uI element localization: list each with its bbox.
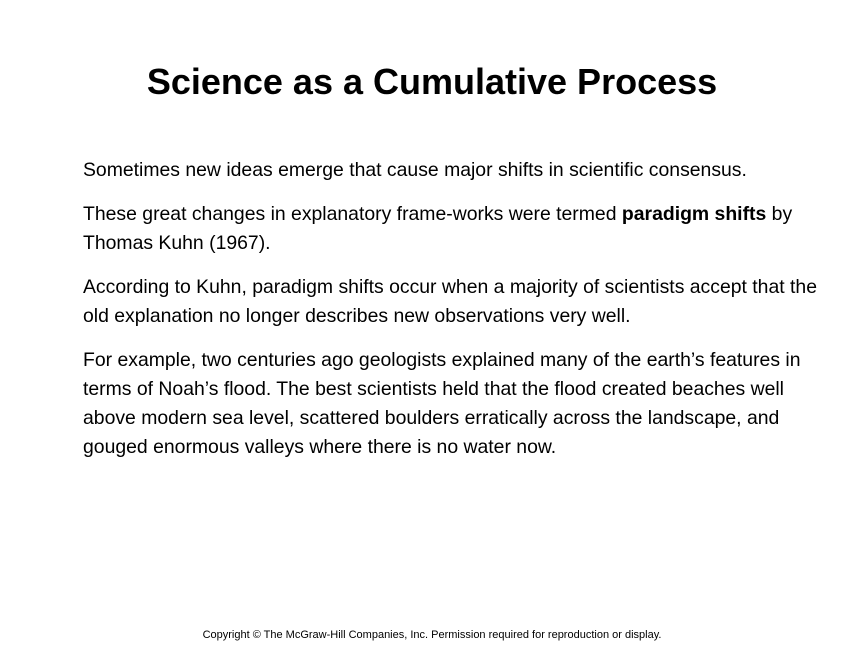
- paragraph-major-shifts: Sometimes new ideas emerge that cause major shifts in scientific consensus.: [83, 159, 747, 181]
- paragraph-paradigm-shifts-lead: These great changes in explanatory frame-works were termed: [83, 203, 622, 225]
- paragraph-kuhn: According to Kuhn, paradigm shifts occur when a majority of scientists accept that the old explanation no longer describes new observations very well.: [83, 276, 817, 327]
- slide-body: [83, 156, 818, 462]
- term-paradigm-shifts: paradigm shifts: [621, 203, 767, 225]
- slide-title: Science as a Cumulative Process: [146, 61, 718, 102]
- paragraph-paradigm-shifts: [83, 200, 818, 258]
- paragraph-example-flood: For example, two centuries ago geologists explained many of the earth’s features in terms of Noah’s flood. The best scientists held that the flood created beaches well above modern sea level, scattered boulders erratically across the landscape, and gouged enormous valleys where there is no water now.: [83, 349, 801, 458]
- paragraph-paradigm-shifts-tail: by Thomas Kuhn (1967).: [83, 203, 793, 254]
- copyright-footer: Copyright © The McGraw-Hill Companies, Inc. Permission required for reproduction or display.: [202, 629, 662, 641]
